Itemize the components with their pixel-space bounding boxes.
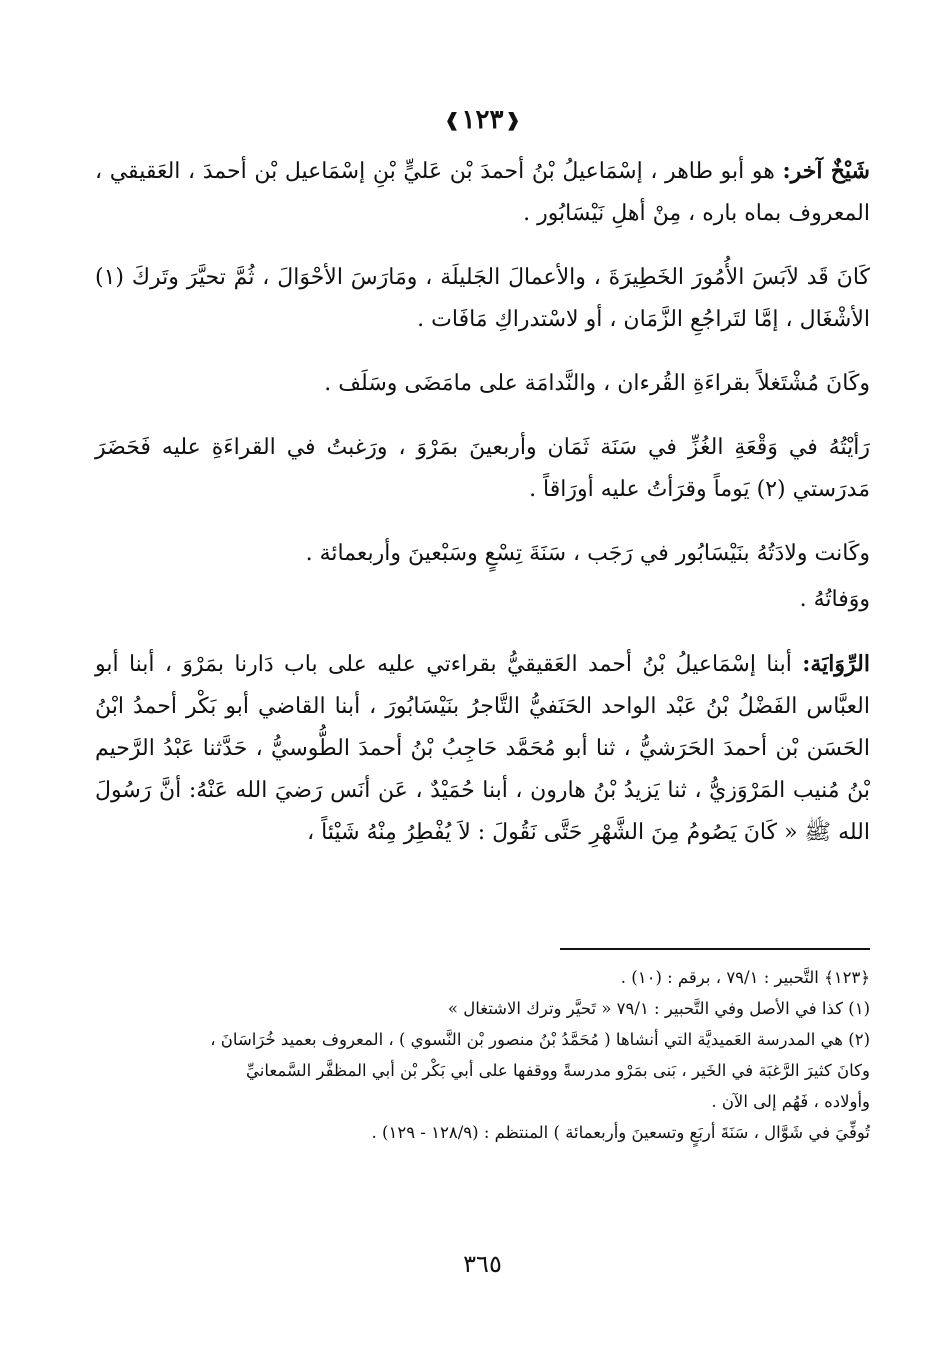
paragraph-1: كَانَ قَد لاَبَسَ الأُمُورَ الخَطِيرَةَ ، والأعمالَ الجَليلَة ، ومَارَسَ الأحْوَالَ ، ثُمَّ تحيَّرَ وتَركَ (١) الأشْغَال ، إمَّا لتَراجُعِ الزَّمَان ، أو لاسْتدراكِ مَافَات . <box>95 265 870 332</box>
entry-number-heading <box>95 102 870 139</box>
main-text <box>95 150 870 876</box>
paragraph-5: ووَفاتُهُ . <box>799 587 870 612</box>
footnotes <box>95 962 870 1148</box>
book-page <box>95 0 870 1360</box>
footnote-2-line-4: تُوفِّيَ في شَوَّال ، سَنَةَ أربَعٍ وتسعينَ وأربعمائة ) المنتظم : (١٢٨/٩ - ١٢٩) . <box>371 1123 870 1142</box>
entry-number: ١٢٣ <box>461 105 504 135</box>
riwaya-paragraph <box>95 643 870 854</box>
footnote-2-line-3: وأولاده ، فَهُم إلى الآن . <box>711 1092 870 1111</box>
footnote-1: (١) كذا في الأصل وفي التَّحبير : ٧٩/١ « تَحيَّر وترك الاشتغال » <box>447 999 870 1018</box>
riwaya-text: أبنا إسْمَاعيلُ بْنُ أحمد العَقيقيُّ بقراءتي عليه على باب دَارنا بمَرْوَ ، أبنا أبو العبَّاس الفَضْلُ بْنُ عَبْد الواحد الحَنَفيُّ التَّاجرُ بنَيْسَابُورَ ، أبنا القاضي أبو بَكْر أحمدُ ابْنُ الحَسَن بْن أحمدَ الحَرَشيُّ ، ثنا أبو مُحَمَّد حَاجِبُ بْنُ أحمدَ الطُّوسيُّ ، حَدَّثنا عَبْدُ الرَّحيم بْنُ مُنيب المَرْوَزيُّ ، ثنا يَزيدُ بْنُ هارون ، أبنا حُمَيْدٌ ، عَن أنَس رَضيَ الله عَنْهُ: أنَّ رَسُولَ الله ﷺ « كَانَ يَصُومُ مِنَ الشَّهْرِ حَتَّى نَقُولَ : لاَ يُفْطِرُ مِنْهُ شَيْئاً ، <box>95 652 870 845</box>
paragraph-4: وكَانت ولادَتُهُ بنَيْسَابُور في رَجَب ، سَنَةَ تِسْعٍ وسَبْعينَ وأربعمائة . <box>305 541 870 566</box>
ornament-right-icon: ❱ <box>444 110 460 131</box>
footnote-divider <box>560 948 870 950</box>
paragraph-3: رَأيْتُهُ في وَقْعَةِ الغُزِّ في سَنَة ثَمَان وأربعينَ بمَرْوَ ، ورَغبتُ في القراءَةِ عليه فَحَضَرَ مَدرَستي (٢) يَوماً وقرَأتُ عليه أورَاقاً . <box>95 435 870 502</box>
intro-paragraph <box>95 150 870 235</box>
footnote-entry: ﴿١٢٣﴾ التَّحبير : ٧٩/١ ، برقم : (١٠) . <box>620 968 870 987</box>
intro-text: هو أبو طاهر ، إسْمَاعيلُ بْنُ أحمدَ بْن عَليٍّ بْنِ إسْمَاعيل بْن أحمدَ ، العَقيقي ، المعروف بماه باره ، مِنْ أهلِ نَيْسَابُور . <box>95 159 870 226</box>
page-number: ٣٦٥ <box>463 1250 502 1278</box>
footnote-2-line-1: (٢) هي المدرسة العَميديَّة التي أنشاها ( مُحَمَّدُ بْنُ منصور بْن النَّسوي ) ، المعروف بعميد خُرَاسَانَ ، <box>210 1030 870 1049</box>
intro-lead: شَيْخٌ آخر: <box>782 158 870 184</box>
footnote-2-line-2: وكانَ كثيرَ الرَّغبَة في الخَير ، بَنى بمَرْو مدرسةً ووقفها على أبي بَكْر بْن أبي المظفَّر السَّمعانيِّ <box>246 1061 870 1080</box>
ornament-left-icon: ❰ <box>505 110 521 131</box>
riwaya-lead: الرِّوَايَة: <box>802 651 870 677</box>
paragraph-2: وكَانَ مُشْتَغلاً بقراءَةِ القُرءان ، والنَّدامَة على مامَضَى وسَلَف . <box>324 371 870 396</box>
